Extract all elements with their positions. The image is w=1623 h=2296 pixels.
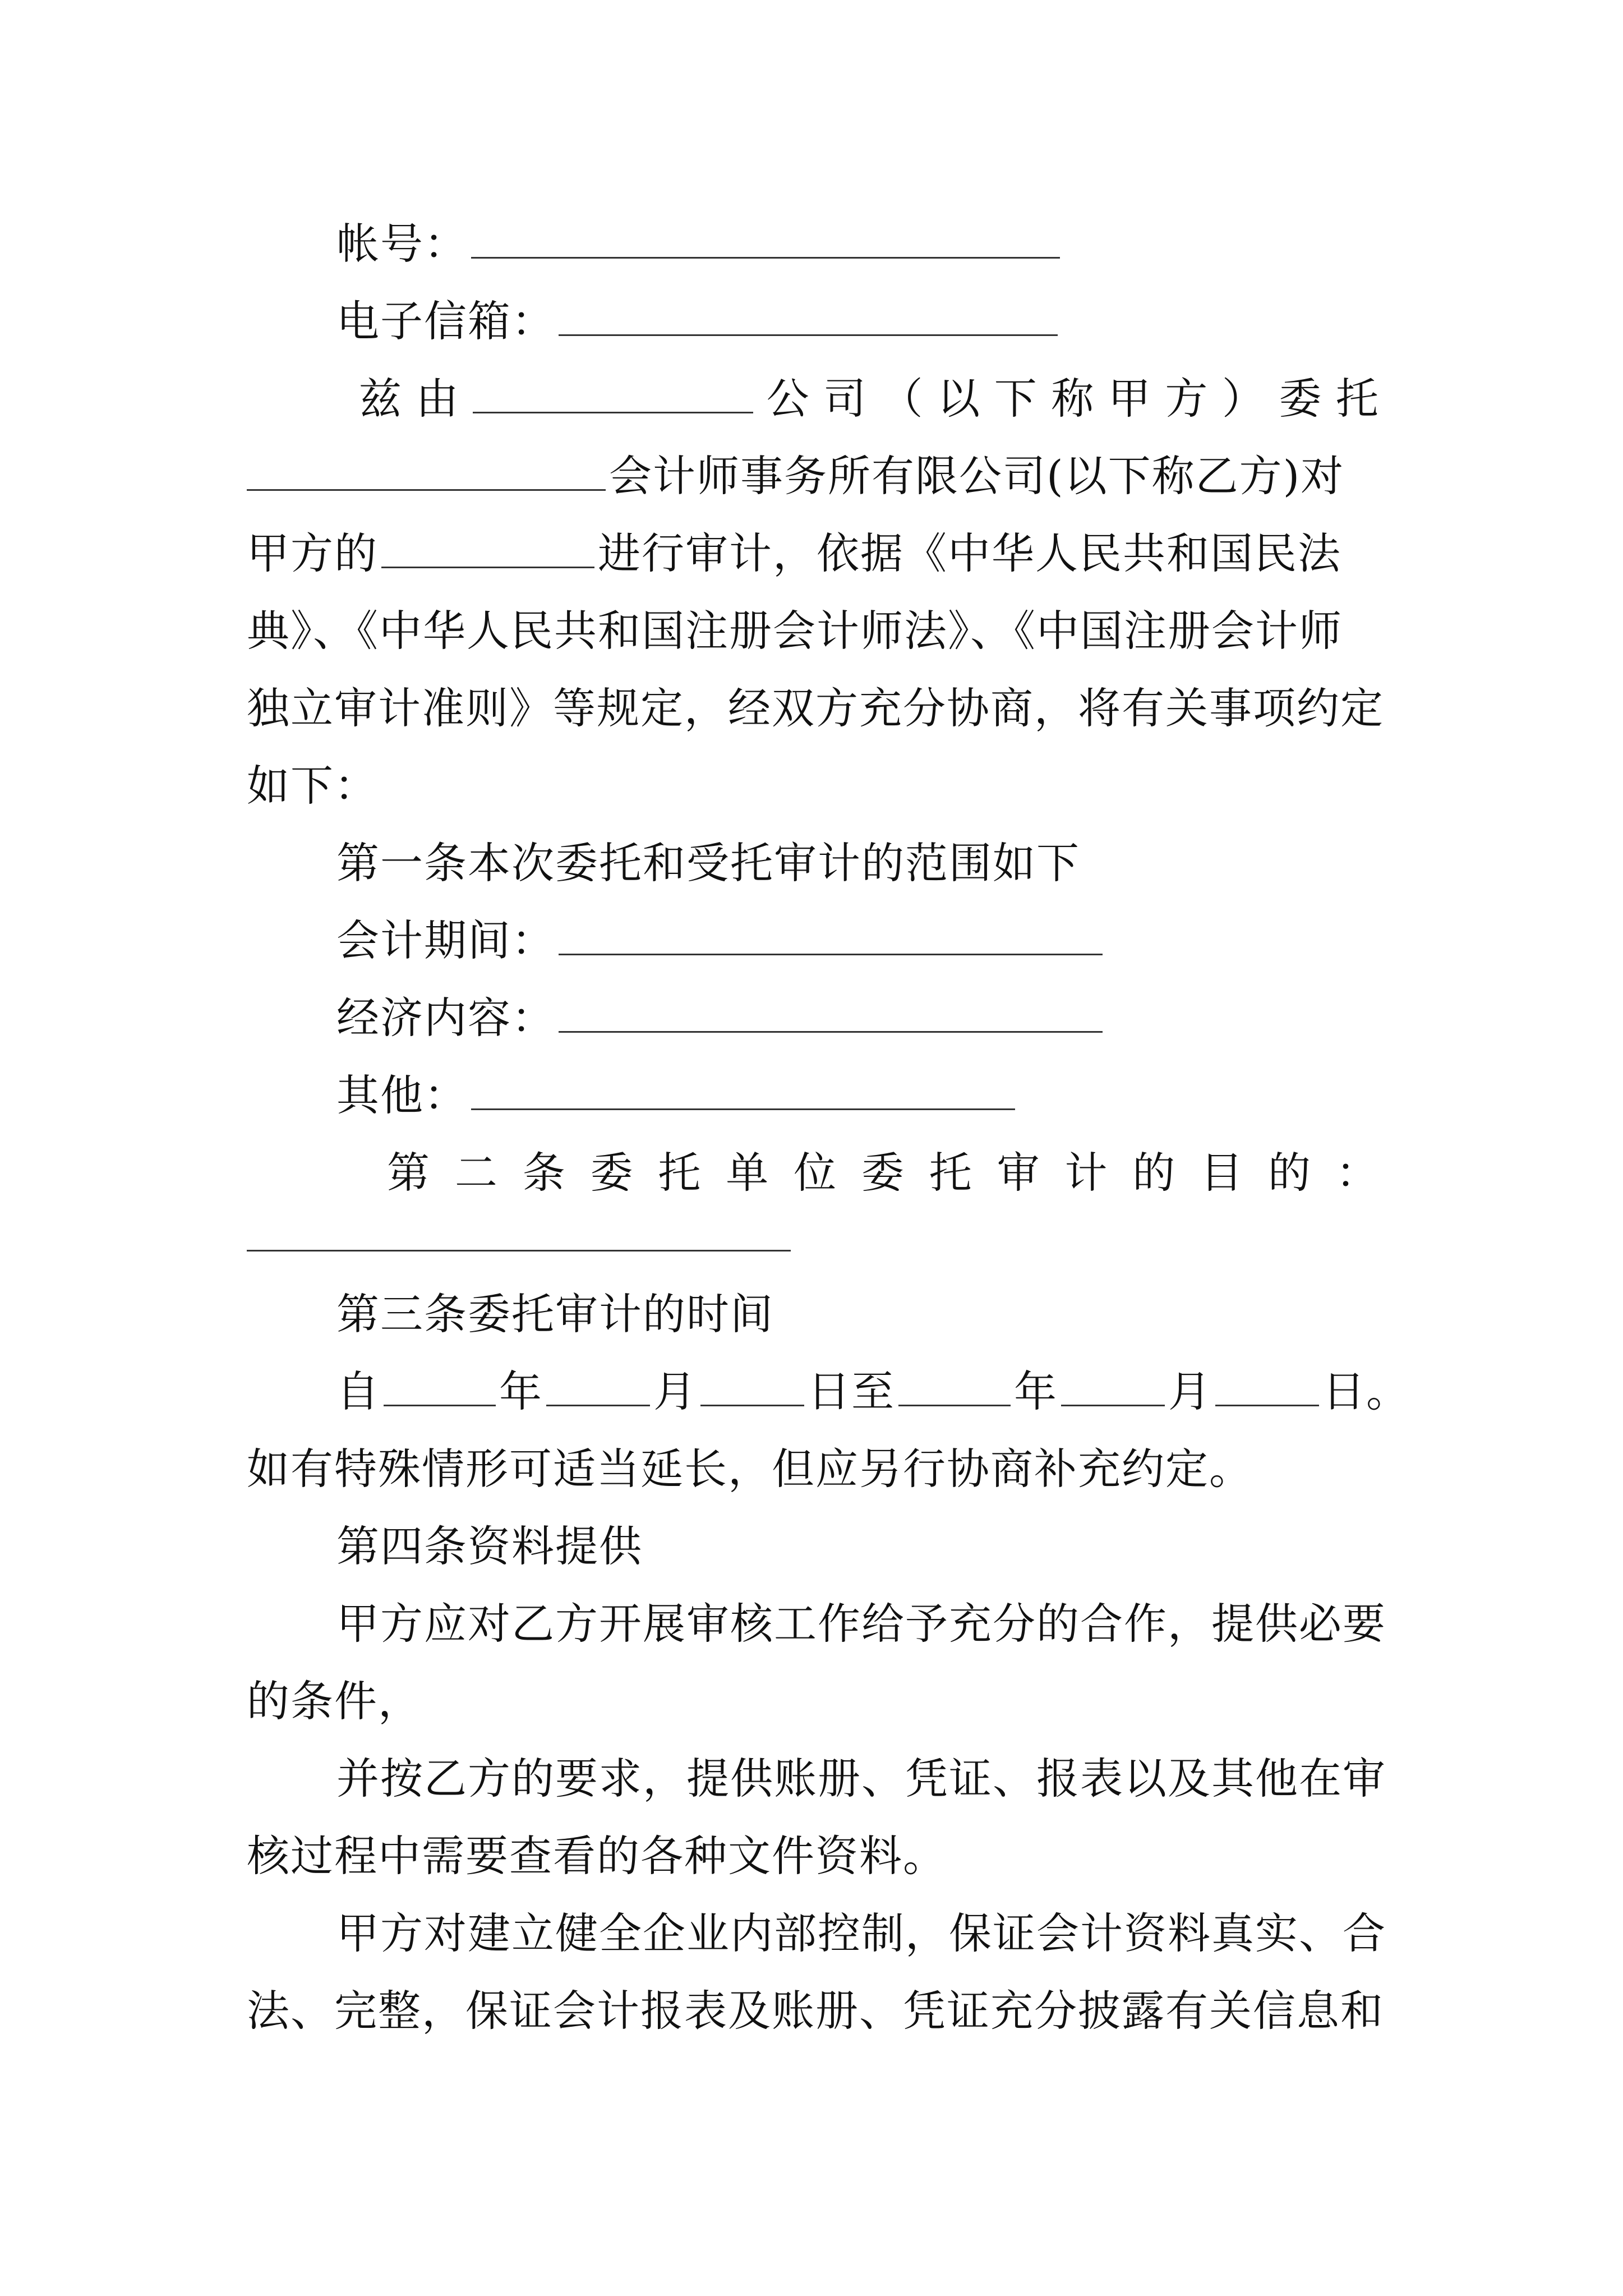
article-4-p1-text-a: 甲方应对乙方开展审核工作给予充分的合作，提供必要 [336,1599,1386,1649]
article-3-note-text: 如有特殊情形可适当延长，但应另行协商补充约定。 [247,1444,1253,1494]
intro-char: 下 [994,374,1038,424]
intro-text-2: 会计师事务所有限公司(以下称乙方)对 [609,451,1345,501]
email-blank[interactable] [559,298,1058,336]
article-2-char: 第 [387,1148,431,1198]
article-2-char: 委 [590,1148,634,1198]
article-4-p1-line-1 [336,1593,1469,1655]
intro-char: 司 [823,374,868,424]
article-2-char: 的 [1267,1148,1312,1198]
article-2-char: 单 [726,1148,770,1198]
intro-line-1 [359,368,1380,430]
economic-content-blank[interactable] [559,995,1103,1033]
article-3-title-text: 第三条委托审计的时间 [336,1289,774,1339]
intro-text-3a: 甲方的 [247,528,378,578]
article-4-p1-text-b: 的条件， [247,1676,422,1726]
start-month-blank[interactable] [546,1369,650,1406]
article-2-char: 位 [794,1148,838,1198]
account-label: 帐号： [336,219,468,269]
end-month-blank[interactable] [1061,1369,1165,1406]
intro-line-4 [247,600,1380,662]
intro-text-6: 如下： [247,761,378,811]
audit-object-blank[interactable] [381,531,594,568]
company-blank[interactable] [473,376,753,413]
article-4-p2-text-b: 核过程中需要查看的各种文件资料。 [247,1831,947,1881]
audit-date-line [336,1361,1469,1423]
article-2-char: 目 [1200,1148,1244,1198]
start-day-blank[interactable] [700,1369,804,1406]
year-label: 年 [1014,1366,1058,1416]
email-label: 电子信箱： [336,296,555,346]
accounting-period-label: 会计期间： [336,915,555,965]
intro-line-6 [247,755,1380,817]
economic-content-label: 经济内容： [336,993,555,1043]
article-2-title [387,1142,1380,1204]
audit-purpose-blank[interactable] [247,1214,791,1251]
article-4-title [336,1516,1469,1577]
email-line [336,291,1469,352]
account-blank[interactable] [471,221,1060,259]
accounting-period-blank[interactable] [559,918,1103,955]
other-label: 其他： [336,1070,468,1120]
article-4-p3-text-b: 法、完整，保证会计报表及账册、凭证充分披露有关信息和 [247,1986,1384,2036]
article-4-p1-line-2 [247,1671,1380,1732]
date-from-label: 自 [336,1366,380,1416]
intro-char: 由 [416,374,460,424]
article-4-p3-line-1 [336,1903,1469,1964]
article-3-note [247,1438,1380,1500]
intro-text-3b: 进行审计，依据《中华人民共和国民法 [598,528,1341,578]
start-year-blank[interactable] [384,1369,496,1406]
article-4-p3-line-2 [247,1980,1384,2042]
other-blank[interactable] [471,1073,1015,1110]
intro-char: （ [880,374,924,424]
end-year-blank[interactable] [898,1369,1011,1406]
article-2-char: 审 [997,1148,1041,1198]
other-line [336,1065,1469,1126]
end-day-blank[interactable] [1215,1369,1319,1406]
account-line [336,213,1469,275]
article-2-char: 托 [658,1148,702,1198]
intro-line-3 [247,523,1380,585]
article-1-title [336,832,1469,894]
intro-char: 称 [1051,374,1095,424]
article-4-p3-text-a: 甲方对建立健全企业内部控制，保证会计资料真实、合 [336,1908,1386,1958]
article-1-title-text: 第一条本次委托和受托审计的范围如下 [336,838,1080,888]
intro-char: 兹 [359,374,403,424]
article-2-char: 条 [522,1148,566,1198]
intro-line-2 [247,445,1380,507]
intro-char: 甲 [1108,374,1152,424]
firm-blank[interactable] [247,453,606,491]
article-2-char: 二 [454,1148,499,1198]
day-end-label: 日。 [1322,1366,1410,1416]
article-2-blank-line [247,1206,1380,1268]
intro-text-4: 典》、《中华人民共和国注册会计师法》、《中国注册会计师 [247,606,1343,656]
year-label: 年 [499,1366,543,1416]
economic-content-line [336,987,1469,1049]
intro-char: 方 [1165,374,1209,424]
month-label: 月 [653,1366,697,1416]
accounting-period-line [336,910,1469,972]
intro-char: ） [1221,374,1266,424]
article-2-char: ： [1335,1148,1380,1198]
intro-char: 以 [937,374,981,424]
article-4-p2-text-a: 并按乙方的要求，提供账册、凭证、报表以及其他在审 [336,1754,1386,1803]
article-2-char: 的 [1132,1148,1177,1198]
article-3-title [336,1283,1469,1345]
article-4-p2-line-1 [336,1748,1469,1810]
article-4-p2-line-2 [247,1825,1380,1887]
intro-char: 委 [1279,374,1323,424]
intro-text-5: 独立审计准则》等规定，经双方充分协商，将有关事项约定 [247,683,1384,733]
article-4-title-text: 第四条资料提供 [336,1521,643,1571]
article-2-char: 托 [929,1148,973,1198]
day-to-label: 日至 [808,1366,895,1416]
month-label: 月 [1168,1366,1212,1416]
article-2-char: 计 [1064,1148,1109,1198]
intro-char: 公 [766,374,810,424]
intro-line-5 [247,678,1384,739]
article-2-char: 委 [861,1148,905,1198]
intro-char: 托 [1335,374,1380,424]
